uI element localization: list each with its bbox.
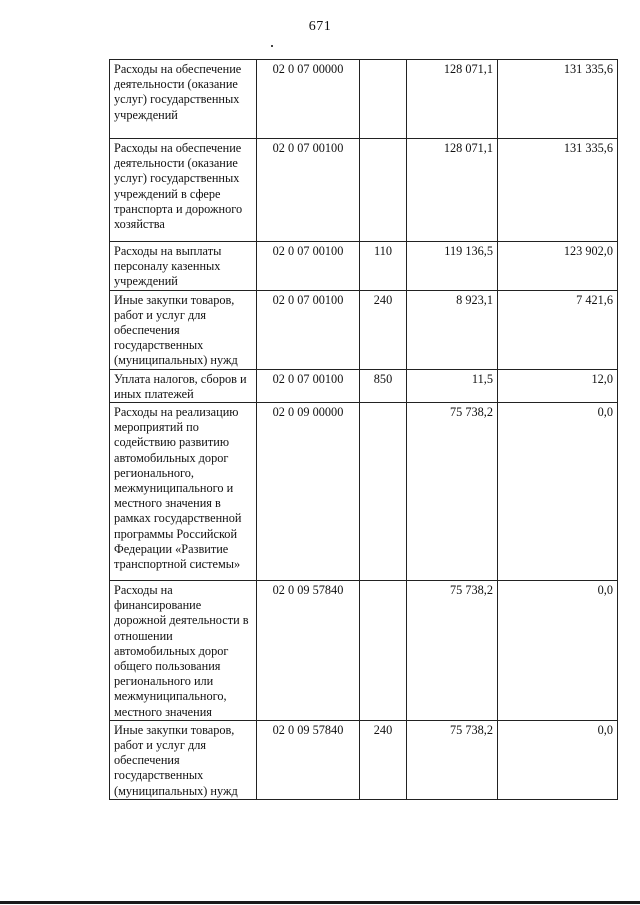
expense-name: Уплата налогов, сборов и иных платежей — [110, 369, 257, 402]
expense-type-code: 850 — [360, 369, 407, 402]
expense-type-code: 110 — [360, 242, 407, 291]
page-number: 671 — [308, 19, 332, 34]
amount-year-1: 119 136,5 — [407, 242, 498, 291]
target-article-code: 02 0 07 00000 — [257, 60, 360, 139]
expense-type-code — [360, 139, 407, 242]
expense-name: Расходы на обеспечение деятельности (оказание услуг) государственных учреждений в сфере транспорта и дорожного хозяйства — [110, 139, 257, 242]
target-article-code: 02 0 09 57840 — [257, 581, 360, 721]
target-article-code: 02 0 07 00100 — [257, 139, 360, 242]
scan-artifact-dot — [271, 45, 273, 47]
table-row — [110, 403, 618, 581]
amount-year-2: 131 335,6 — [498, 60, 618, 139]
table-row — [110, 581, 618, 721]
expense-name: Расходы на финансирование дорожной деятельности в отношении автомобильных дорог общего пользования регионального или межмуниципального, местного значения — [110, 581, 257, 721]
table-row — [110, 720, 618, 799]
amount-year-1: 128 071,1 — [407, 139, 498, 242]
expense-type-code — [360, 403, 407, 581]
expense-type-code: 240 — [360, 290, 407, 369]
expense-name: Расходы на выплаты персоналу казенных учреждений — [110, 242, 257, 291]
amount-year-2: 12,0 — [498, 369, 618, 402]
target-article-code: 02 0 07 00100 — [257, 369, 360, 402]
amount-year-2: 123 902,0 — [498, 242, 618, 291]
amount-year-1: 8 923,1 — [407, 290, 498, 369]
table-row — [110, 60, 618, 139]
target-article-code: 02 0 09 00000 — [257, 403, 360, 581]
expense-name: Расходы на реализацию мероприятий по содействию развитию автомобильных дорог регионального, межмуниципального и местного значения в рамках государственной программы Российской Федерации «Развитие транспортной системы» — [110, 403, 257, 581]
table-row — [110, 242, 618, 291]
expense-name: Иные закупки товаров, работ и услуг для обеспечения государственных (муниципальных) нужд — [110, 290, 257, 369]
amount-year-1: 11,5 — [407, 369, 498, 402]
expense-type-code: 240 — [360, 720, 407, 799]
expense-type-code — [360, 60, 407, 139]
amount-year-2: 0,0 — [498, 581, 618, 721]
amount-year-2: 0,0 — [498, 720, 618, 799]
target-article-code: 02 0 09 57840 — [257, 720, 360, 799]
table-row — [110, 290, 618, 369]
scan-edge-line — [0, 901, 640, 904]
amount-year-2: 0,0 — [498, 403, 618, 581]
amount-year-1: 75 738,2 — [407, 581, 498, 721]
amount-year-2: 131 335,6 — [498, 139, 618, 242]
expense-type-code — [360, 581, 407, 721]
budget-table — [109, 59, 618, 800]
amount-year-1: 75 738,2 — [407, 403, 498, 581]
amount-year-2: 7 421,6 — [498, 290, 618, 369]
amount-year-1: 128 071,1 — [407, 60, 498, 139]
table-row — [110, 369, 618, 402]
expense-name: Иные закупки товаров, работ и услуг для обеспечения государственных (муниципальных) нужд — [110, 720, 257, 799]
amount-year-1: 75 738,2 — [407, 720, 498, 799]
expense-name: Расходы на обеспечение деятельности (оказание услуг) государственных учреждений — [110, 60, 257, 139]
target-article-code: 02 0 07 00100 — [257, 290, 360, 369]
table-row — [110, 139, 618, 242]
target-article-code: 02 0 07 00100 — [257, 242, 360, 291]
